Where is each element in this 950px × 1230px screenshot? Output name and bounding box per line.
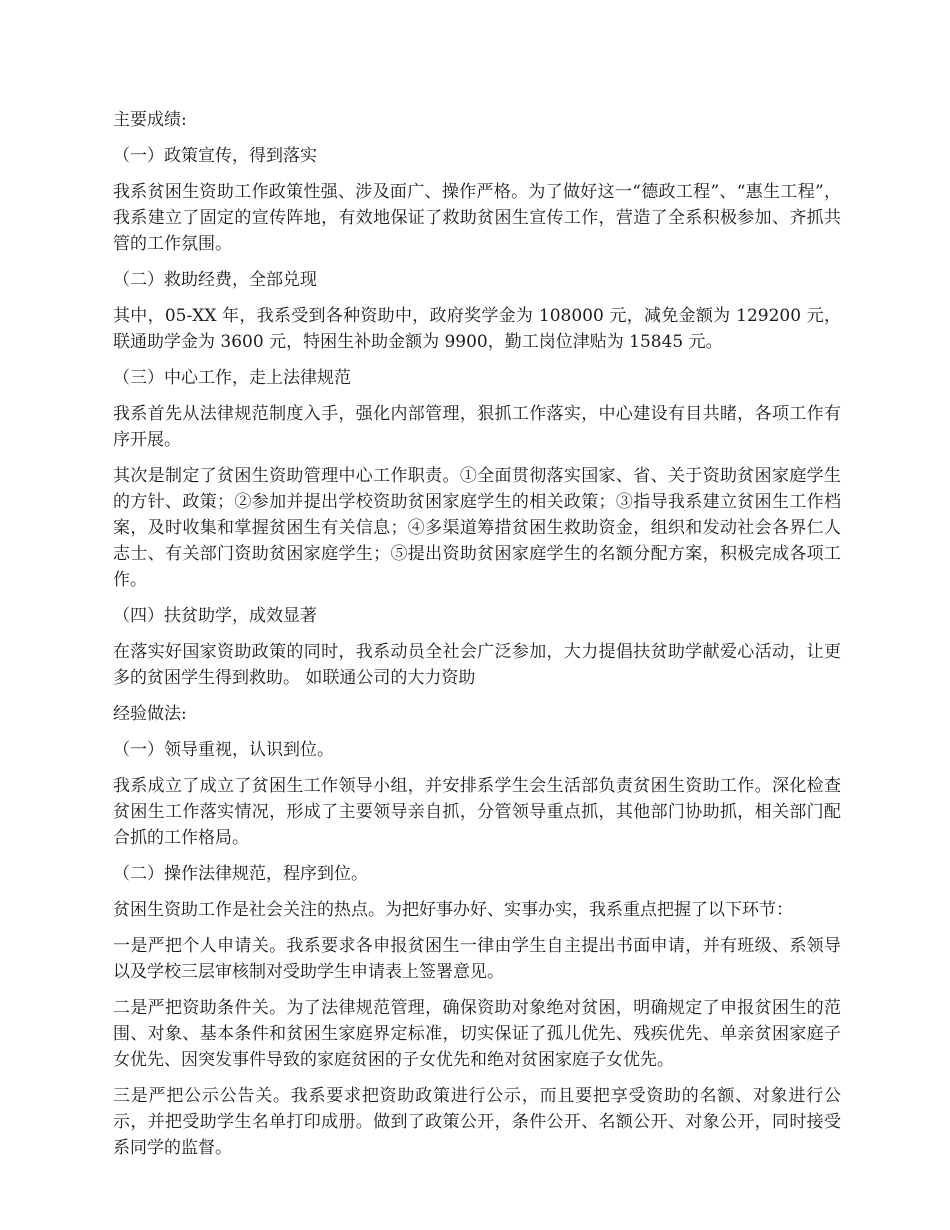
subheading-funding: （二）救助经费，全部兑现 (113, 270, 317, 290)
document-body (113, 107, 841, 1171)
paragraph-procedure-intro: 贫困生资助工作是社会关注的热点。为把好事办好、实事办实，我系重点把握了以下环节： (113, 900, 793, 920)
subheading-poverty-aid: （四）扶贫助学，成效显著 (113, 606, 317, 626)
paragraph-leadership: 我系成立了成立了贫困生工作领导小组，并安排系学生会生活部负责贫困生资助工作。深化检查贫困生工作落实情况，形成了主要领导亲自抓，分管领导重点抓，其他部门协助抓，相关部门配合抓的工作格局。 (113, 776, 841, 848)
paragraph-funding: 其中，05-XX 年，我系受到各种资助中，政府奖学金为 108000 元，减免金额为 129200 元，联通助学金为 3600 元，特困生补助金额为 9900，勤工岗位津贴为 15845 元。 (113, 306, 841, 352)
paragraph-policy-publicity: 我系贫困生资助工作政策性强、涉及面广、操作严格。为了做好这一“德政工程”、“惠生工程”，我系建立了固定的宣传阵地，有效地保证了救助贫困生宣传工作，营造了全系积极参加、齐抓共管的工作氛围。 (113, 182, 841, 254)
paragraph-eligibility-check: 二是严把资助条件关。为了法律规范管理，确保资助对象绝对贫困，明确规定了申报贫困生的范围、对象、基本条件和贫困生家庭界定标准，切实保证了孤儿优先、残疾优先、单亲贫困家庭子女优先、因突发事件导致的家庭贫困的子女优先和绝对贫困家庭子女优先。 (113, 998, 841, 1070)
subheading-leadership: （一）领导重视，认识到位。 (113, 740, 334, 760)
subheading-policy-publicity: （一）政策宣传，得到落实 (113, 146, 317, 166)
paragraph-publicity-check: 三是严把公示公告关。我系要求把资助政策进行公示，而且要把享受资助的名额、对象进行公示，并把受助学生名单打印成册。做到了政策公开，条件公开、名额公开、对象公开，同时接受系同学的监督。 (113, 1086, 841, 1158)
section-heading-experience: 经验做法: (113, 704, 187, 724)
paragraph-center-duties: 其次是制定了贫困生资助管理中心工作职责。①全面贯彻落实国家、省、关于资助贫困家庭学生的方针、政策；②参加并提出学校资助贫困家庭学生的相关政策；③指导我系建立贫困生工作档案，及时收集和掌握贫困生有关信息；④多渠道筹措贫困生救助资金，组织和发动社会各界仁人志士、有关部门资助贫困家庭学生；⑤提出资助贫困家庭学生的名额分配方案，积极完成各项工作。 (113, 466, 841, 590)
paragraph-poverty-aid: 在落实好国家资助政策的同时，我系动员全社会广泛参加，大力提倡扶贫助学献爱心活动，让更多的贫困学生得到救助。 如联通公司的大力资助 (113, 642, 841, 688)
paragraph-application-check: 一是严把个人申请关。我系要求各申报贫困生一律由学生自主提出书面申请，并有班级、系领导以及学校三层审核制对受助学生申请表上签署意见。 (113, 936, 841, 982)
section-heading-achievements: 主要成绩: (113, 110, 187, 130)
paragraph-center-work: 我系首先从法律规范制度入手，强化内部管理，狠抓工作落实，中心建设有目共睹，各项工作有序开展。 (113, 404, 841, 450)
subheading-procedure: （二）操作法律规范，程序到位。 (113, 864, 368, 884)
subheading-center-work: （三）中心工作，走上法律规范 (113, 368, 351, 388)
